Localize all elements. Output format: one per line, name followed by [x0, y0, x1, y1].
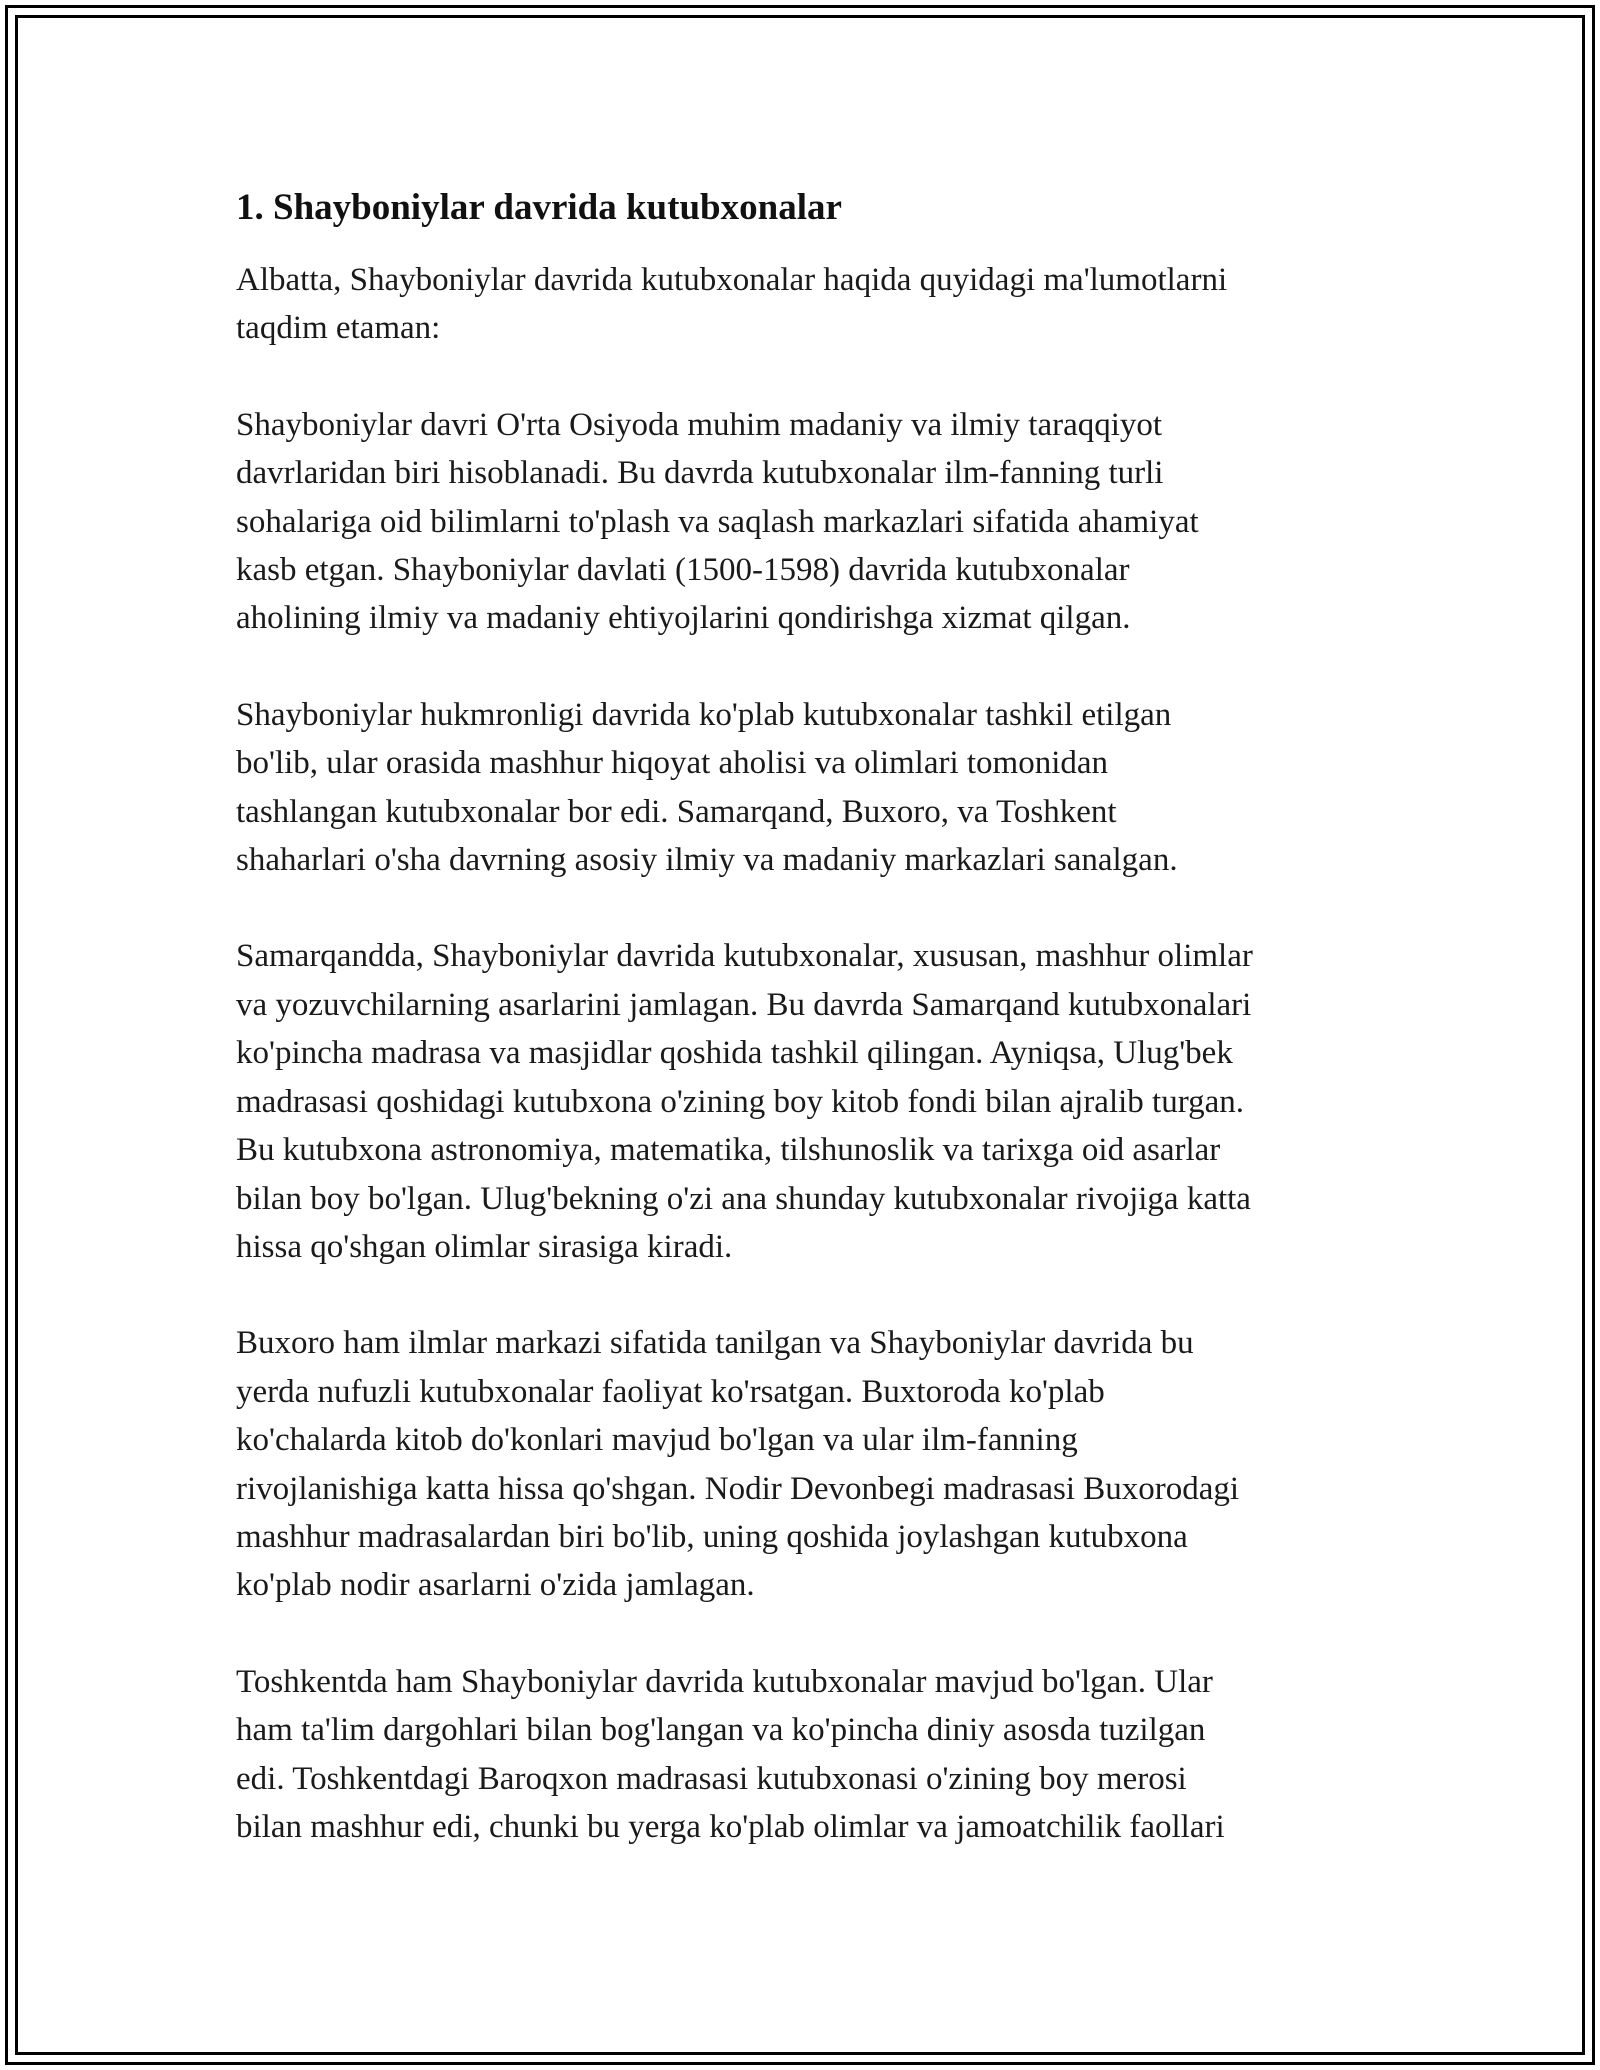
paragraph-samarqand: Samarqandda, Shayboniylar davrida kutubxonalar, xususan, mashhur olimlar va yozuvchilarning asarlarini jamlagan. Bu davrda Samarqand kutubxonalari ko'pincha madrasa va masjidlar qoshida tashkil qilingan. Ayniqsa, Ulug'bek madrasasi qoshidagi kutubxona o'zining boy kitob fondi bilan ajralib turgan. Bu kutubxona astronomiya, matematika, tilshunoslik va tarixga oid asarlar bilan boy bo'lgan. Ulug'bekning o'zi ana shunday kutubxonalar rivojiga katta hissa qo'shgan olimlar sirasiga kiradi.	[236, 938, 1253, 1265]
paragraph-rule: Shayboniylar hukmronligi davrida ko'plab kutubxonalar tashkil etilgan bo'lib, ular orasida mashhur hiqoyat aholisi va olimlari tomonidan tashlangan kutubxonalar bor edi. Samarqand, Buxoro, va Toshkent shaharlari o'sha davrning asosiy ilmiy va madaniy markazlari sanalgan.	[236, 696, 1178, 879]
section-heading: 1. Shayboniylar davrida kutubxonalar	[236, 187, 842, 228]
document-body	[236, 186, 1400, 1899]
paragraph-overview: Shayboniylar davri O'rta Osiyoda muhim madaniy va ilmiy taraqqiyot davrlaridan biri hisoblanadi. Bu davrda kutubxonalar ilm-fanning turli sohalariga oid bilimlarni to'plash va saqlash markazlari sifatida ahamiyat kasb etgan. Shayboniylar davlati (1500-1598) davrida kutubxonalar aholining ilmiy va madaniy ehtiyojlarini qondirishga xizmat qilgan.	[236, 406, 1199, 637]
paragraph-intro: Albatta, Shayboniylar davrida kutubxonalar haqida quyidagi ma'lumotlarni taqdim etaman:	[236, 262, 1228, 347]
paragraph-toshkent: Toshkentda ham Shayboniylar davrida kutubxonalar mavjud bo'lgan. Ular ham ta'lim dargohlari bilan bog'langan va ko'pincha diniy asosda tuzilgan edi. Toshkentdagi Baroqxon madrasasi kutubxonasi o'zining boy merosi bilan mashhur edi, chunki bu yerga ko'plab olimlar va jamoatchilik faollari	[236, 1663, 1225, 1845]
paragraph-buxoro: Buxoro ham ilmlar markazi sifatida tanilgan va Shayboniylar davrida bu yerda nufuzli kutubxonalar faoliyat ko'rsatgan. Buxtoroda ko'plab ko'chalarda kitob do'konlari mavjud bo'lgan va ular ilm-fanning rivojlanishiga katta hissa qo'shgan. Nodir Devonbegi madrasasi Buxorodagi mashhur madrasalardan biri bo'lib, uning qoshida joylashgan kutubxona ko'plab nodir asarlarni o'zida jamlagan.	[236, 1325, 1240, 1604]
